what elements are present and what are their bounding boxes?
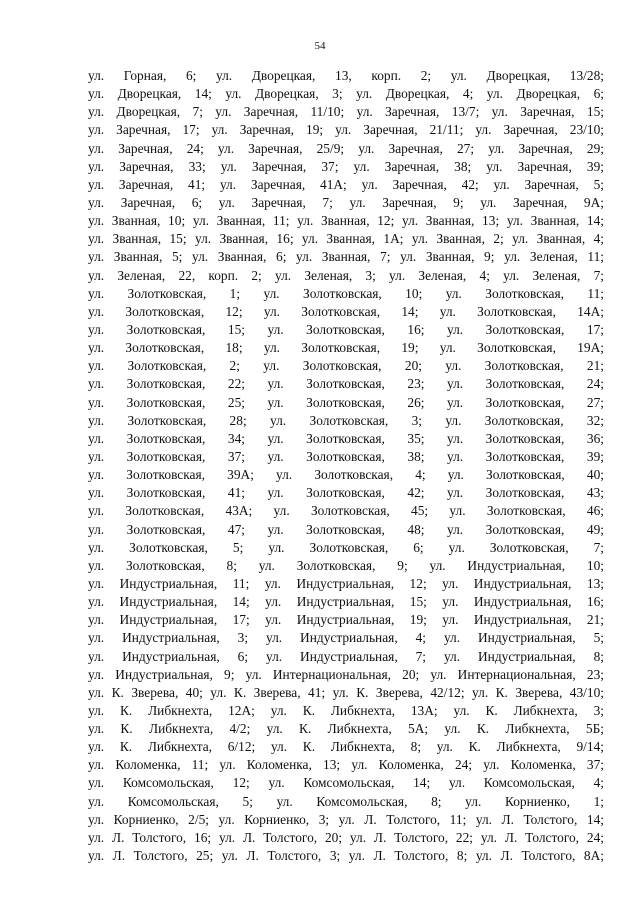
text-line: ул. Комсомольская, 5; ул. Комсомольская, 8; ул. Корниенко, 1; (88, 793, 604, 809)
text-line: ул. Золотковская, 5; ул. Золотковская, 6; ул. Золотковская, 7; (88, 539, 604, 555)
text-line: ул. К. Либкнехта, 12А; ул. К. Либкнехта, 13А; ул. К. Либкнехта, 3; (88, 702, 604, 718)
text-line: ул. К. Либкнехта, 6/12; ул. К. Либкнехта, 8; ул. К. Либкнехта, 9/14; (88, 739, 604, 755)
text-line: ул. Золотковская, 41; ул. Золотковская, 42; ул. Золотковская, 43; (88, 485, 604, 501)
text-line: ул. Индустриальная, 14; ул. Индустриальная, 15; ул. Индустриальная, 16; (88, 594, 604, 610)
text-line: ул. Комсомольская, 12; ул. Комсомольская, 14; ул. Комсомольская, 4; (88, 775, 604, 791)
text-line: ул. Горная, 6; ул. Дворецкая, 13, корп. 2; ул. Дворецкая, 13/28; (88, 68, 604, 83)
text-line: ул. Золотковская, 37; ул. Золотковская, 38; ул. Золотковская, 39; (88, 448, 604, 464)
text-line: ул. Золотковская, 25; ул. Золотковская, 26; ул. Золотковская, 27; (88, 394, 604, 410)
text-line: ул. Заречная, 33; ул. Заречная, 37; ул. Заречная, 38; ул. Заречная, 39; (88, 158, 604, 174)
text-line: ул. Золотковская, 1; ул. Золотковская, 10; ул. Золотковская, 11; (88, 285, 604, 301)
text-line: ул. Зеленая, 22, корп. 2; ул. Зеленая, 3; ул. Зеленая, 4; ул. Зеленая, 7; (88, 267, 604, 283)
text-line: ул. К. Либкнехта, 4/2; ул. К. Либкнехта, 5А; ул. К. Либкнехта, 5Б; (88, 721, 604, 737)
text-line: ул. Золотковская, 8; ул. Золотковская, 9; ул. Индустриальная, 10; (88, 557, 604, 573)
text-line: ул. Заречная, 41; ул. Заречная, 41А; ул. Заречная, 42; ул. Заречная, 5; (88, 176, 604, 192)
text-line: ул. Золотковская, 2; ул. Золотковская, 20; ул. Золотковская, 21; (88, 358, 604, 374)
text-line: ул. Л. Толстого, 16; ул. Л. Толстого, 20; ул. Л. Толстого, 22; ул. Л. Толстого, 24; (88, 829, 604, 845)
document-body (88, 67, 604, 865)
text-line: ул. Заречная, 17; ул. Заречная, 19; ул. Заречная, 21/11; ул. Заречная, 23/10; (88, 122, 604, 138)
text-line: ул. Л. Толстого, 25; ул. Л. Толстого, 3; ул. Л. Толстого, 8; ул. Л. Толстого, 8А; (88, 848, 604, 864)
text-line: ул. Индустриальная, 6; ул. Индустриальная, 7; ул. Индустриальная, 8; (88, 648, 604, 664)
text-line: ул. Заречная, 24; ул. Заречная, 25/9; ул. Заречная, 27; ул. Заречная, 29; (88, 140, 604, 156)
text-line: ул. Корниенко, 2/5; ул. Корниенко, 3; ул. Л. Толстого, 11; ул. Л. Толстого, 14; (88, 811, 604, 827)
text-line: ул. Золотковская, 22; ул. Золотковская, 23; ул. Золотковская, 24; (88, 376, 604, 392)
text-line: ул. Коломенка, 11; ул. Коломенка, 13; ул. Коломенка, 24; ул. Коломенка, 37; (88, 757, 604, 773)
text-line: ул. Званная, 5; ул. Званная, 6; ул. Званная, 7; ул. Званная, 9; ул. Зеленая, 11; (88, 249, 604, 265)
text-line: ул. Золотковская, 12; ул. Золотковская, 14; ул. Золотковская, 14А; (88, 303, 604, 319)
text-line: ул. К. Зверева, 40; ул. К. Зверева, 41; ул. К. Зверева, 42/12; ул. К. Зверева, 43/10; (88, 684, 604, 700)
text-line: ул. Золотковская, 43А; ул. Золотковская, 45; ул. Золотковская, 46; (88, 503, 604, 519)
text-line: ул. Золотковская, 28; ул. Золотковская, 3; ул. Золотковская, 32; (88, 412, 604, 428)
text-line: ул. Золотковская, 15; ул. Золотковская, 16; ул. Золотковская, 17; (88, 321, 604, 337)
text-line: ул. Золотковская, 18; ул. Золотковская, 19; ул. Золотковская, 19А; (88, 340, 604, 356)
page-number: 54 (314, 40, 326, 52)
text-line: ул. Золотковская, 39А; ул. Золотковская, 4; ул. Золотковская, 40; (88, 467, 604, 483)
text-line: ул. Золотковская, 47; ул. Золотковская, 48; ул. Золотковская, 49; (88, 521, 604, 537)
text-line: ул. Заречная, 6; ул. Заречная, 7; ул. Заречная, 9; ул. Заречная, 9А; (88, 194, 604, 210)
text-line: ул. Индустриальная, 17; ул. Индустриальная, 19; ул. Индустриальная, 21; (88, 612, 604, 628)
text-line: ул. Дворецкая, 14; ул. Дворецкая, 3; ул. Дворецкая, 4; ул. Дворецкая, 6; (88, 86, 604, 102)
text-line: ул. Индустриальная, 11; ул. Индустриальная, 12; ул. Индустриальная, 13; (88, 575, 604, 591)
text-line: ул. Индустриальная, 3; ул. Индустриальная, 4; ул. Индустриальная, 5; (88, 630, 604, 646)
text-line: ул. Званная, 15; ул. Званная, 16; ул. Званная, 1А; ул. Званная, 2; ул. Званная, 4; (88, 231, 604, 247)
text-line: ул. Дворецкая, 7; ул. Заречная, 11/10; ул. Заречная, 13/7; ул. Заречная, 15; (88, 104, 604, 120)
text-line: ул. Индустриальная, 9; ул. Интернациональная, 20; ул. Интернациональная, 23; (88, 666, 604, 682)
text-line: ул. Званная, 10; ул. Званная, 11; ул. Званная, 12; ул. Званная, 13; ул. Званная, 14; (88, 213, 604, 229)
text-line: ул. Золотковская, 34; ул. Золотковская, 35; ул. Золотковская, 36; (88, 430, 604, 446)
